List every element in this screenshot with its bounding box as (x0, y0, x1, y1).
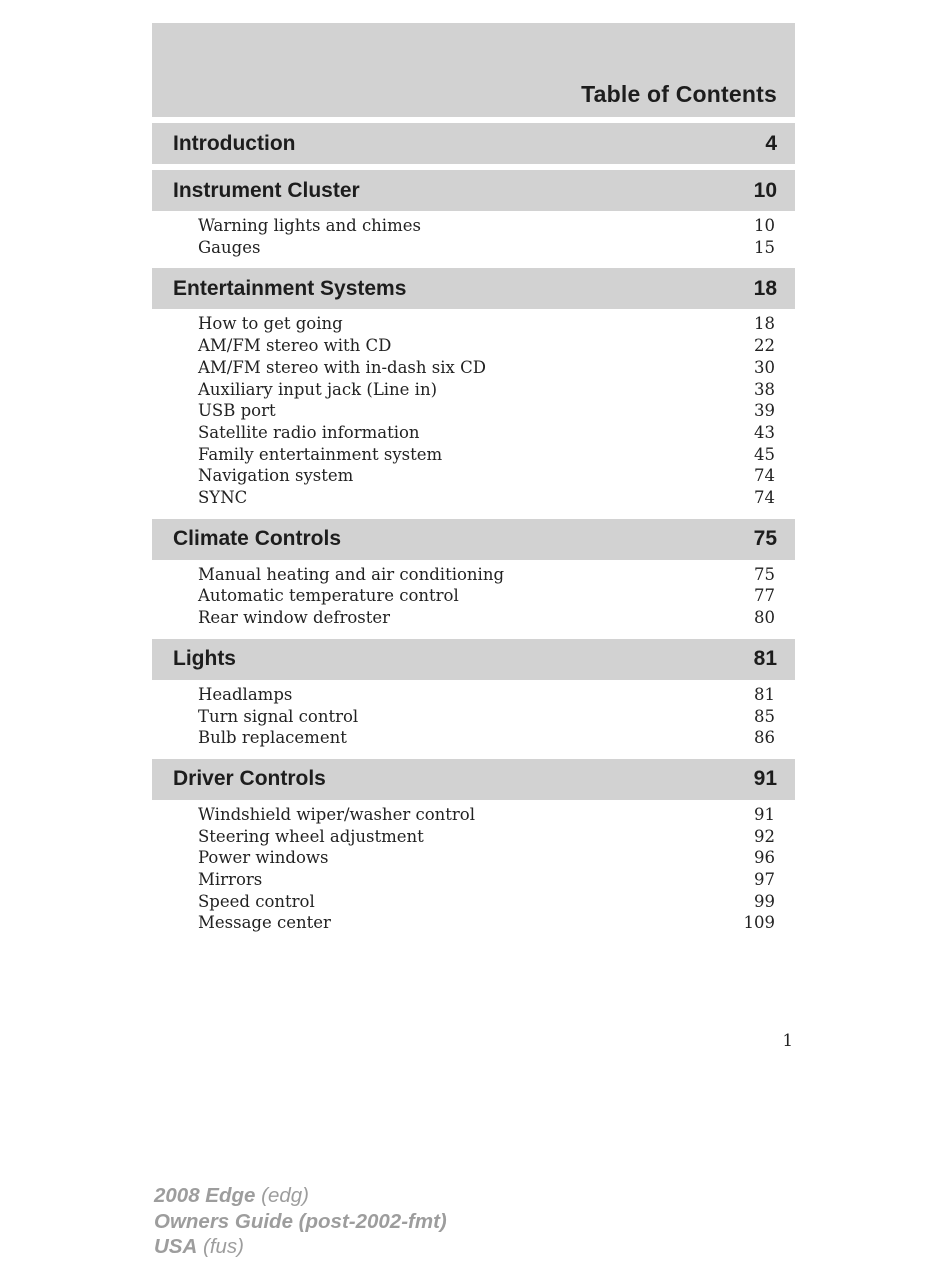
toc-entry-label: Gauges (198, 237, 261, 257)
toc-entry-label: Headlamps (198, 684, 293, 704)
section-header-instrument-cluster (152, 170, 795, 211)
toc-entry-turn-signal-control (198, 706, 775, 728)
toc-entry-label: Power windows (198, 848, 329, 868)
toc-entry-label: Automatic temperature control (198, 586, 459, 606)
toc-entry-family-entertainment-system (198, 444, 775, 466)
section-items-driver-controls (152, 800, 795, 938)
toc-entry-page-number: 92 (754, 826, 775, 846)
toc-entry-page-number: 109 (743, 913, 775, 933)
toc-header-band (152, 23, 795, 117)
section-header-entertainment-systems (152, 268, 795, 309)
section-header-introduction (152, 123, 795, 164)
toc-entry-page-number: 38 (754, 379, 775, 399)
section-page-number: 10 (753, 178, 777, 202)
toc-entry-label: Bulb replacement (198, 728, 347, 748)
toc-entry-label: Turn signal control (198, 706, 359, 726)
footer-line-normal-text: (edg) (255, 1184, 309, 1207)
toc-entry-warning-lights-and-chimes (198, 215, 775, 237)
toc-entry-label: Satellite radio information (198, 422, 420, 442)
toc-entry-manual-heating-and-air-conditioning (198, 564, 775, 586)
toc-entry-page-number: 96 (754, 848, 775, 868)
section-title: Driver Controls (173, 767, 326, 791)
toc-entry-steering-wheel-adjustment (198, 826, 775, 848)
toc-entry-page-number: 81 (754, 684, 775, 704)
toc-entry-label: Speed control (198, 891, 315, 911)
toc-entry-windshield-wiper-washer-control (198, 804, 775, 826)
footer-line-bold-text: USA (154, 1235, 198, 1258)
section-items-entertainment-systems (152, 309, 795, 512)
section-header-driver-controls (152, 759, 795, 800)
section-page-number: 4 (765, 131, 777, 155)
toc-entry-page-number: 22 (754, 336, 775, 356)
footer-publication-info (154, 1183, 447, 1260)
page-title: Table of Contents (581, 81, 777, 107)
toc-entry-label: Auxiliary input jack (Line in) (198, 379, 438, 399)
toc-entry-page-number: 39 (754, 401, 775, 421)
toc-entry-satellite-radio-information (198, 422, 775, 444)
toc-sections (152, 123, 795, 938)
toc-entry-label: Message center (198, 913, 331, 933)
footer-line-bold-text: Owners Guide (post-2002-fmt) (154, 1209, 447, 1233)
toc-entry-bulb-replacement (198, 727, 775, 749)
folio-page-number: 1 (782, 1031, 793, 1050)
toc-entry-label: AM/FM stereo with in-dash six CD (198, 357, 486, 377)
toc-entry-label: Manual heating and air conditioning (198, 564, 505, 584)
toc-entry-label: SYNC (198, 488, 248, 508)
section-items-lights (152, 680, 795, 753)
toc-entry-message-center (198, 912, 775, 934)
toc-entry-label: Windshield wiper/washer control (198, 804, 476, 824)
section-title: Introduction (173, 131, 296, 155)
toc-entry-label: Warning lights and chimes (198, 216, 421, 235)
toc-entry-page-number: 43 (754, 422, 775, 442)
section-title: Climate Controls (173, 527, 342, 551)
toc-entry-power-windows (198, 847, 775, 869)
section-items-climate-controls (152, 560, 795, 633)
footer-line (154, 1183, 447, 1209)
toc-entry-gauges (198, 237, 775, 259)
section-page-number: 81 (753, 647, 777, 671)
toc-entry-label: Family entertainment system (198, 444, 443, 464)
toc-entry-page-number: 10 (754, 216, 775, 235)
toc-entry-page-number: 18 (754, 314, 775, 334)
section-page-number: 75 (753, 527, 777, 551)
section-items-instrument-cluster (152, 211, 795, 262)
toc-entry-page-number: 15 (754, 237, 775, 257)
toc-entry-am-fm-stereo-with-cd (198, 335, 775, 357)
footer-line-normal-text: (fus) (197, 1235, 244, 1258)
toc-entry-label: Steering wheel adjustment (198, 826, 424, 846)
section-title: Lights (173, 647, 236, 671)
toc-entry-how-to-get-going (198, 313, 775, 335)
toc-entry-usb-port (198, 400, 775, 422)
footer-line (154, 1209, 447, 1235)
toc-entry-page-number: 85 (754, 706, 775, 726)
toc-entry-label: AM/FM stereo with CD (198, 336, 392, 356)
toc-entry-navigation-system (198, 465, 775, 487)
toc-entry-automatic-temperature-control (198, 585, 775, 607)
footer-line (154, 1234, 447, 1260)
toc-entry-page-number: 97 (754, 870, 775, 890)
toc-entry-label: How to get going (198, 314, 343, 334)
section-page-number: 18 (753, 276, 777, 300)
section-page-number: 91 (753, 767, 777, 791)
toc-entry-page-number: 45 (754, 444, 775, 464)
toc-entry-page-number: 75 (754, 564, 775, 584)
toc-entry-auxiliary-input-jack-line-in (198, 379, 775, 401)
toc-column (152, 23, 795, 938)
toc-entry-sync (198, 487, 775, 509)
toc-entry-label: USB port (198, 401, 276, 421)
toc-entry-am-fm-stereo-with-in-dash-six-cd (198, 357, 775, 379)
toc-entry-page-number: 80 (754, 608, 775, 628)
toc-entry-label: Mirrors (198, 870, 263, 890)
footer-line-bold-text: 2008 Edge (154, 1184, 256, 1207)
toc-entry-page-number: 77 (754, 586, 775, 606)
toc-entry-page-number: 74 (754, 466, 775, 486)
toc-entry-label: Navigation system (198, 466, 354, 486)
toc-entry-page-number: 74 (754, 488, 775, 508)
section-title: Instrument Cluster (173, 178, 360, 202)
toc-entry-page-number: 91 (754, 804, 775, 824)
toc-entry-headlamps (198, 684, 775, 706)
toc-entry-mirrors (198, 869, 775, 891)
toc-entry-label: Rear window defroster (198, 608, 391, 628)
section-header-climate-controls (152, 519, 795, 560)
section-title: Entertainment Systems (173, 276, 407, 300)
toc-entry-page-number: 30 (754, 357, 775, 377)
toc-entry-rear-window-defroster (198, 607, 775, 629)
section-header-lights (152, 639, 795, 680)
toc-entry-page-number: 99 (754, 891, 775, 911)
toc-entry-page-number: 86 (754, 728, 775, 748)
toc-entry-speed-control (198, 891, 775, 913)
